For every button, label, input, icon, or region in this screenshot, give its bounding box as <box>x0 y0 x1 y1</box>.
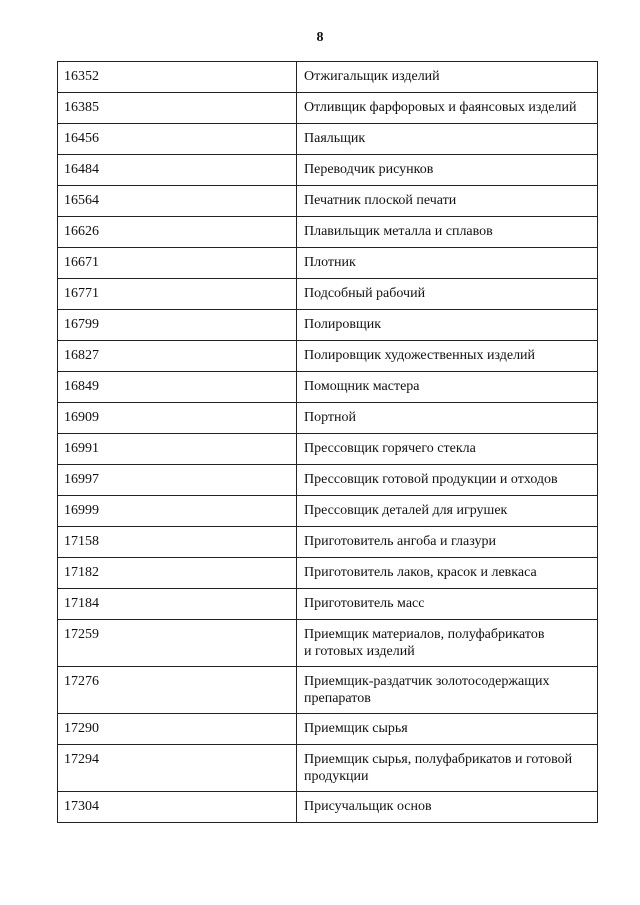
code-cell <box>58 186 297 217</box>
profession-name: Приемщик сырья, полуфабрикатов и готовой продукции <box>304 752 573 784</box>
name-cell <box>297 745 598 792</box>
profession-name: Приготовитель лаков, красок и левкаса <box>304 565 537 580</box>
profession-code: 16626 <box>64 224 99 239</box>
page-number: 8 <box>316 30 324 45</box>
profession-code: 16991 <box>64 441 99 456</box>
name-cell <box>297 792 598 823</box>
name-cell <box>297 434 598 465</box>
code-cell <box>58 496 297 527</box>
profession-code: 16564 <box>64 193 99 208</box>
code-cell <box>58 465 297 496</box>
name-cell <box>297 93 598 124</box>
table-row <box>58 248 598 279</box>
profession-name: Приемщик сырья <box>304 721 408 736</box>
code-cell <box>58 558 297 589</box>
table-row <box>58 186 598 217</box>
profession-name: Приемщик-раздатчик золотосодержащих препаратов <box>304 674 550 706</box>
profession-code: 16771 <box>64 286 99 301</box>
table-row <box>58 745 598 792</box>
code-cell <box>58 341 297 372</box>
name-cell <box>297 217 598 248</box>
table-row <box>58 279 598 310</box>
profession-name: Прессовщик горячего стекла <box>304 441 476 456</box>
name-cell <box>297 279 598 310</box>
code-cell <box>58 745 297 792</box>
profession-name: Подсобный рабочий <box>304 286 426 301</box>
profession-code: 17290 <box>64 721 99 736</box>
profession-name: Полировщик художественных изделий <box>304 348 536 363</box>
code-cell <box>58 124 297 155</box>
profession-name: Полировщик <box>304 317 382 332</box>
profession-name: Прессовщик готовой продукции и отходов <box>304 472 558 487</box>
name-cell <box>297 403 598 434</box>
profession-name: Плавильщик металла и сплавов <box>304 224 493 239</box>
profession-name: Приемщик материалов, полуфабрикатов и готовых изделий <box>304 627 545 659</box>
table-row <box>58 496 598 527</box>
code-cell <box>58 589 297 620</box>
code-cell <box>58 667 297 714</box>
profession-code: 16849 <box>64 379 99 394</box>
profession-name: Переводчик рисунков <box>304 162 434 177</box>
profession-name: Приготовитель масс <box>304 596 425 611</box>
name-cell <box>297 341 598 372</box>
table-row <box>58 93 598 124</box>
name-cell <box>297 667 598 714</box>
table-row <box>58 124 598 155</box>
profession-name: Паяльщик <box>304 131 366 146</box>
profession-name: Печатник плоской печати <box>304 193 457 208</box>
profession-code: 16827 <box>64 348 99 363</box>
profession-code: 16456 <box>64 131 99 146</box>
name-cell <box>297 124 598 155</box>
table-row <box>58 62 598 93</box>
code-cell <box>58 620 297 667</box>
table-row <box>58 217 598 248</box>
profession-code: 17276 <box>64 674 99 689</box>
profession-name: Помощник мастера <box>304 379 420 394</box>
name-cell <box>297 620 598 667</box>
table-row <box>58 341 598 372</box>
name-cell <box>297 465 598 496</box>
table-row <box>58 527 598 558</box>
code-cell <box>58 527 297 558</box>
table-row <box>58 667 598 714</box>
name-cell <box>297 248 598 279</box>
name-cell <box>297 372 598 403</box>
profession-code: 16997 <box>64 472 99 487</box>
table-row <box>58 434 598 465</box>
name-cell <box>297 714 598 745</box>
profession-code: 17184 <box>64 596 99 611</box>
name-cell <box>297 558 598 589</box>
table-row <box>58 310 598 341</box>
code-cell <box>58 62 297 93</box>
table-row <box>58 155 598 186</box>
table-row <box>58 589 598 620</box>
profession-name: Отжигальщик изделий <box>304 69 440 84</box>
table-row <box>58 714 598 745</box>
code-cell <box>58 310 297 341</box>
code-cell <box>58 792 297 823</box>
table-row <box>58 620 598 667</box>
profession-code: 17158 <box>64 534 99 549</box>
profession-name: Отливщик фарфоровых и фаянсовых изделий <box>304 100 577 115</box>
code-cell <box>58 155 297 186</box>
name-cell <box>297 310 598 341</box>
profession-name: Прессовщик деталей для игрушек <box>304 503 508 518</box>
profession-code: 16484 <box>64 162 99 177</box>
table-row <box>58 792 598 823</box>
code-cell <box>58 403 297 434</box>
profession-code: 16385 <box>64 100 99 115</box>
profession-code: 16799 <box>64 317 99 332</box>
name-cell <box>297 186 598 217</box>
profession-code: 17304 <box>64 799 99 814</box>
table-row <box>58 372 598 403</box>
profession-code: 16999 <box>64 503 99 518</box>
profession-code: 17182 <box>64 565 99 580</box>
code-cell <box>58 279 297 310</box>
profession-code: 16352 <box>64 69 99 84</box>
code-cell <box>58 434 297 465</box>
profession-table <box>57 61 598 823</box>
table-row <box>58 465 598 496</box>
table-row <box>58 403 598 434</box>
profession-name: Плотник <box>304 255 356 270</box>
profession-code: 17294 <box>64 752 99 767</box>
code-cell <box>58 372 297 403</box>
profession-name: Приготовитель ангоба и глазури <box>304 534 496 549</box>
profession-code: 16909 <box>64 410 99 425</box>
code-cell <box>58 248 297 279</box>
profession-name: Присучальщик основ <box>304 799 432 814</box>
table-row <box>58 558 598 589</box>
profession-name: Портной <box>304 410 357 425</box>
name-cell <box>297 62 598 93</box>
profession-code: 17259 <box>64 627 99 642</box>
name-cell <box>297 527 598 558</box>
code-cell <box>58 714 297 745</box>
profession-code: 16671 <box>64 255 99 270</box>
code-cell <box>58 217 297 248</box>
name-cell <box>297 589 598 620</box>
name-cell <box>297 496 598 527</box>
code-cell <box>58 93 297 124</box>
name-cell <box>297 155 598 186</box>
